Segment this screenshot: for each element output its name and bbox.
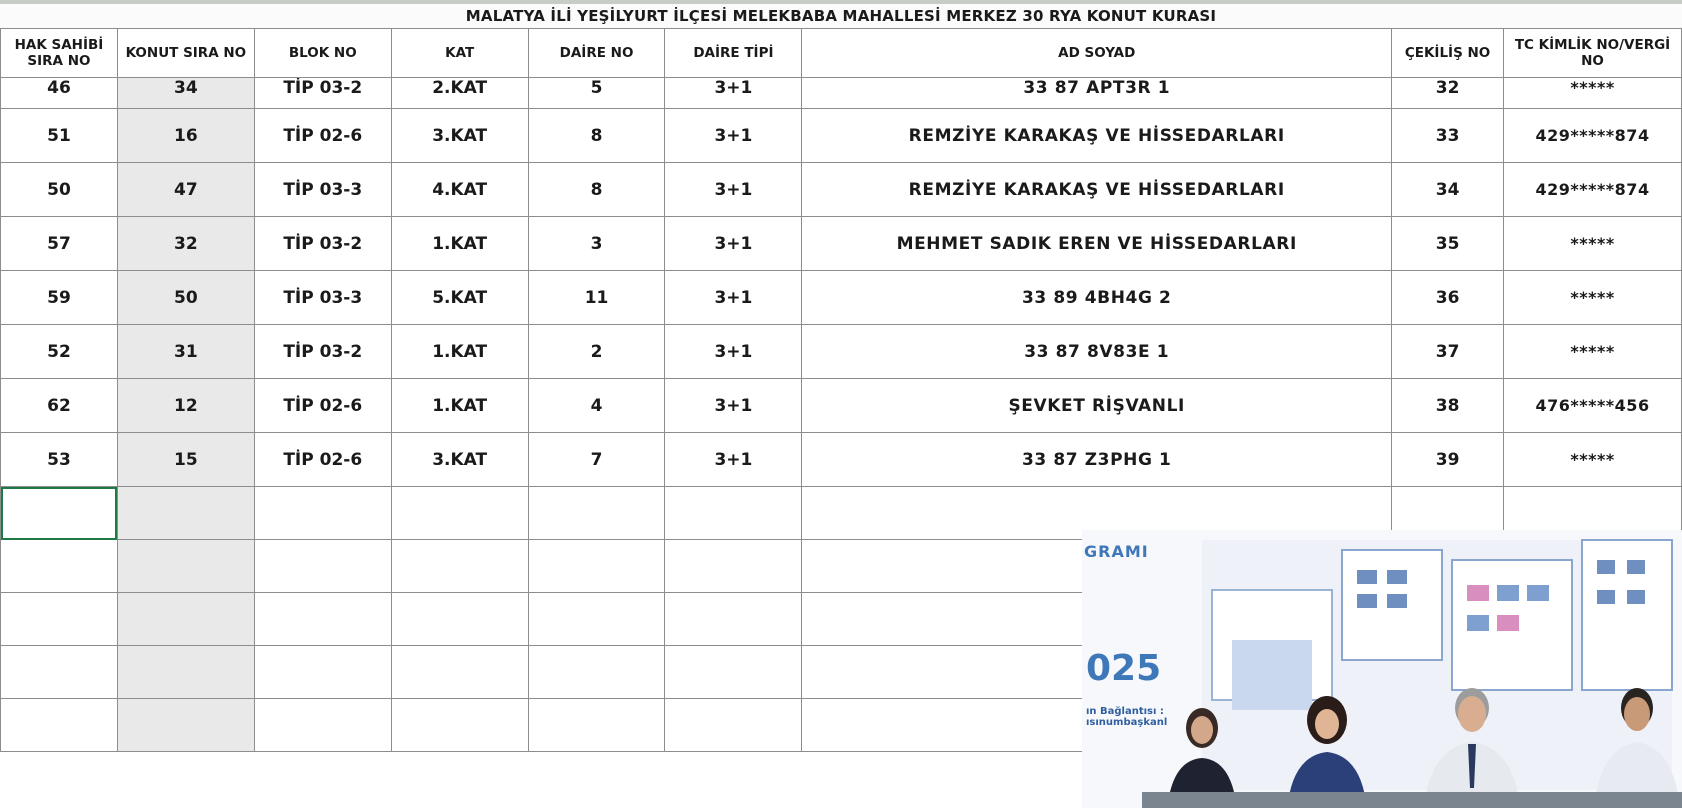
empty-cell[interactable]	[391, 487, 528, 540]
empty-cell[interactable]	[117, 646, 254, 699]
cell-ad-soyad[interactable]: 33 89 4BH4G 2	[802, 271, 1392, 325]
cell-tc-kimlik[interactable]: *****	[1504, 271, 1682, 325]
cell-konut-sira[interactable]: 34	[117, 78, 254, 109]
cell-daire-tipi[interactable]: 3+1	[665, 325, 802, 379]
col-header-daire-no: DAİRE NO	[528, 29, 665, 78]
cell-hak-sahibi[interactable]: 59	[1, 271, 118, 325]
empty-cell[interactable]	[254, 540, 391, 593]
empty-cell[interactable]	[254, 487, 391, 540]
cell-cekilis-no[interactable]: 32	[1392, 78, 1504, 109]
desk	[1142, 792, 1682, 808]
cell-tc-kimlik[interactable]: *****	[1504, 217, 1682, 271]
cell-ad-soyad[interactable]: 33 87 8V83E 1	[802, 325, 1392, 379]
header-row	[1, 29, 1682, 78]
empty-cell[interactable]	[1, 593, 118, 646]
banner-text: GRAMI	[1084, 542, 1149, 561]
cell-blok-no[interactable]: TİP 03-2	[254, 217, 391, 271]
col-header-tc-kimlik: TC KİMLİK NO/VERGİ NO	[1504, 29, 1682, 78]
cell-hak-sahibi[interactable]: 51	[1, 109, 118, 163]
cell-hak-sahibi[interactable]: 57	[1, 217, 118, 271]
cell-ad-soyad[interactable]: MEHMET SADIK EREN VE HİSSEDARLARI	[802, 217, 1392, 271]
empty-cell[interactable]	[528, 487, 665, 540]
cell-kat[interactable]: 3.KAT	[391, 433, 528, 487]
cell-kat[interactable]: 2.KAT	[391, 78, 528, 109]
banner-year: 025	[1086, 648, 1162, 689]
table-row	[1, 379, 1682, 433]
cell-cekilis-no[interactable]: 34	[1392, 163, 1504, 217]
col-header-blok-no: BLOK NO	[254, 29, 391, 78]
cell-blok-no[interactable]: TİP 03-3	[254, 271, 391, 325]
cell-kat[interactable]: 1.KAT	[391, 379, 528, 433]
cell-konut-sira[interactable]: 16	[117, 109, 254, 163]
empty-cell[interactable]	[391, 646, 528, 699]
empty-cell[interactable]	[117, 487, 254, 540]
banner-link-text	[1086, 706, 1167, 728]
cell-blok-no[interactable]: TİP 02-6	[254, 433, 391, 487]
cell-ad-soyad[interactable]: ŞEVKET RİŞVANLI	[802, 379, 1392, 433]
table-row	[1, 109, 1682, 163]
col-header-daire-tipi: DAİRE TİPİ	[665, 29, 802, 78]
cell-daire-tipi[interactable]: 3+1	[665, 78, 802, 109]
cell-daire-no[interactable]: 4	[528, 379, 665, 433]
cell-kat[interactable]: 5.KAT	[391, 271, 528, 325]
cell-kat[interactable]: 4.KAT	[391, 163, 528, 217]
empty-cell[interactable]	[665, 593, 802, 646]
cell-hak-sahibi[interactable]: 52	[1, 325, 118, 379]
cell-daire-no[interactable]: 8	[528, 163, 665, 217]
empty-cell[interactable]	[665, 646, 802, 699]
cell-blok-no[interactable]: TİP 03-3	[254, 163, 391, 217]
cell-ad-soyad[interactable]: 33 87 APT3R 1	[802, 78, 1392, 109]
cell-daire-no[interactable]: 11	[528, 271, 665, 325]
cell-cekilis-no[interactable]: 38	[1392, 379, 1504, 433]
cell-daire-tipi[interactable]: 3+1	[665, 379, 802, 433]
cell-daire-tipi[interactable]: 3+1	[665, 109, 802, 163]
cell-cekilis-no[interactable]: 39	[1392, 433, 1504, 487]
col-header-ad-soyad: AD SOYAD	[802, 29, 1392, 78]
cell-kat[interactable]: 1.KAT	[391, 217, 528, 271]
cell-tc-kimlik[interactable]: *****	[1504, 325, 1682, 379]
cell-daire-tipi[interactable]: 3+1	[665, 433, 802, 487]
selected-cell[interactable]	[1, 487, 118, 540]
empty-cell[interactable]	[391, 593, 528, 646]
table-row	[1, 163, 1682, 217]
table-row	[1, 433, 1682, 487]
cell-tc-kimlik[interactable]: 429*****874	[1504, 109, 1682, 163]
cell-ad-soyad[interactable]: REMZİYE KARAKAŞ VE HİSSEDARLARI	[802, 109, 1392, 163]
cell-konut-sira[interactable]: 12	[117, 379, 254, 433]
cell-konut-sira[interactable]: 15	[117, 433, 254, 487]
cell-konut-sira[interactable]: 32	[117, 217, 254, 271]
cell-blok-no[interactable]: TİP 03-2	[254, 325, 391, 379]
empty-cell[interactable]	[665, 487, 802, 540]
empty-cell[interactable]	[117, 699, 254, 752]
cell-daire-no[interactable]: 7	[528, 433, 665, 487]
col-header-hak-sahibi: HAK SAHİBİ SIRA NO	[1, 29, 118, 78]
cell-daire-tipi[interactable]: 3+1	[665, 163, 802, 217]
cell-blok-no[interactable]: TİP 03-2	[254, 78, 391, 109]
person-4	[1592, 678, 1682, 808]
cell-tc-kimlik[interactable]: *****	[1504, 78, 1682, 109]
col-header-cekilis-no: ÇEKİLİŞ NO	[1392, 29, 1504, 78]
cell-ad-soyad[interactable]: REMZİYE KARAKAŞ VE HİSSEDARLARI	[802, 163, 1392, 217]
camera-inset	[1082, 530, 1682, 808]
empty-cell[interactable]	[528, 540, 665, 593]
cell-cekilis-no[interactable]: 35	[1392, 217, 1504, 271]
empty-cell[interactable]	[1, 699, 118, 752]
empty-cell[interactable]	[528, 593, 665, 646]
empty-cell[interactable]	[665, 699, 802, 752]
cell-kat[interactable]: 1.KAT	[391, 325, 528, 379]
empty-cell[interactable]	[528, 646, 665, 699]
empty-cell[interactable]	[665, 540, 802, 593]
table-row	[1, 217, 1682, 271]
cell-kat[interactable]: 3.KAT	[391, 109, 528, 163]
cell-daire-no[interactable]: 3	[528, 217, 665, 271]
cell-cekilis-no[interactable]: 36	[1392, 271, 1504, 325]
col-header-kat: KAT	[391, 29, 528, 78]
page-title: MALATYA İLİ YEŞİLYURT İLÇESİ MELEKBABA MAHALLESİ MERKEZ 30 RYA KONUT KURASI	[0, 4, 1682, 29]
cell-daire-no[interactable]: 8	[528, 109, 665, 163]
cell-tc-kimlik[interactable]: 429*****874	[1504, 163, 1682, 217]
col-header-konut-sira: KONUT SIRA NO	[117, 29, 254, 78]
table-row	[1, 325, 1682, 379]
person-3	[1422, 678, 1522, 808]
cell-daire-no[interactable]: 2	[528, 325, 665, 379]
table-row	[1, 78, 1682, 109]
empty-cell[interactable]	[391, 699, 528, 752]
empty-cell[interactable]	[391, 540, 528, 593]
cell-konut-sira[interactable]: 31	[117, 325, 254, 379]
empty-cell[interactable]	[117, 540, 254, 593]
cell-konut-sira[interactable]: 50	[117, 271, 254, 325]
empty-cell[interactable]	[254, 593, 391, 646]
banner-link-line1: ın Bağlantısı :	[1086, 706, 1164, 717]
cell-blok-no[interactable]: TİP 02-6	[254, 379, 391, 433]
banner-link-line2: ısınumbaşkanl	[1086, 717, 1168, 728]
cell-hak-sahibi[interactable]: 46	[1, 78, 118, 109]
cell-blok-no[interactable]: TİP 02-6	[254, 109, 391, 163]
empty-cell[interactable]	[528, 699, 665, 752]
cell-hak-sahibi[interactable]: 53	[1, 433, 118, 487]
cell-daire-no[interactable]: 5	[528, 78, 665, 109]
cell-daire-tipi[interactable]: 3+1	[665, 217, 802, 271]
table-row	[1, 271, 1682, 325]
cell-hak-sahibi[interactable]: 50	[1, 163, 118, 217]
cell-hak-sahibi[interactable]: 62	[1, 379, 118, 433]
cell-cekilis-no[interactable]: 33	[1392, 109, 1504, 163]
cell-ad-soyad[interactable]: 33 87 Z3PHG 1	[802, 433, 1392, 487]
cell-tc-kimlik[interactable]: 476*****456	[1504, 379, 1682, 433]
cell-cekilis-no[interactable]: 37	[1392, 325, 1504, 379]
empty-cell[interactable]	[254, 646, 391, 699]
cell-tc-kimlik[interactable]: *****	[1504, 433, 1682, 487]
empty-cell[interactable]	[1, 540, 118, 593]
empty-cell[interactable]	[254, 699, 391, 752]
person-2	[1282, 690, 1372, 808]
cell-konut-sira[interactable]: 47	[117, 163, 254, 217]
cell-daire-tipi[interactable]: 3+1	[665, 271, 802, 325]
empty-cell[interactable]	[117, 593, 254, 646]
empty-cell[interactable]	[1, 646, 118, 699]
